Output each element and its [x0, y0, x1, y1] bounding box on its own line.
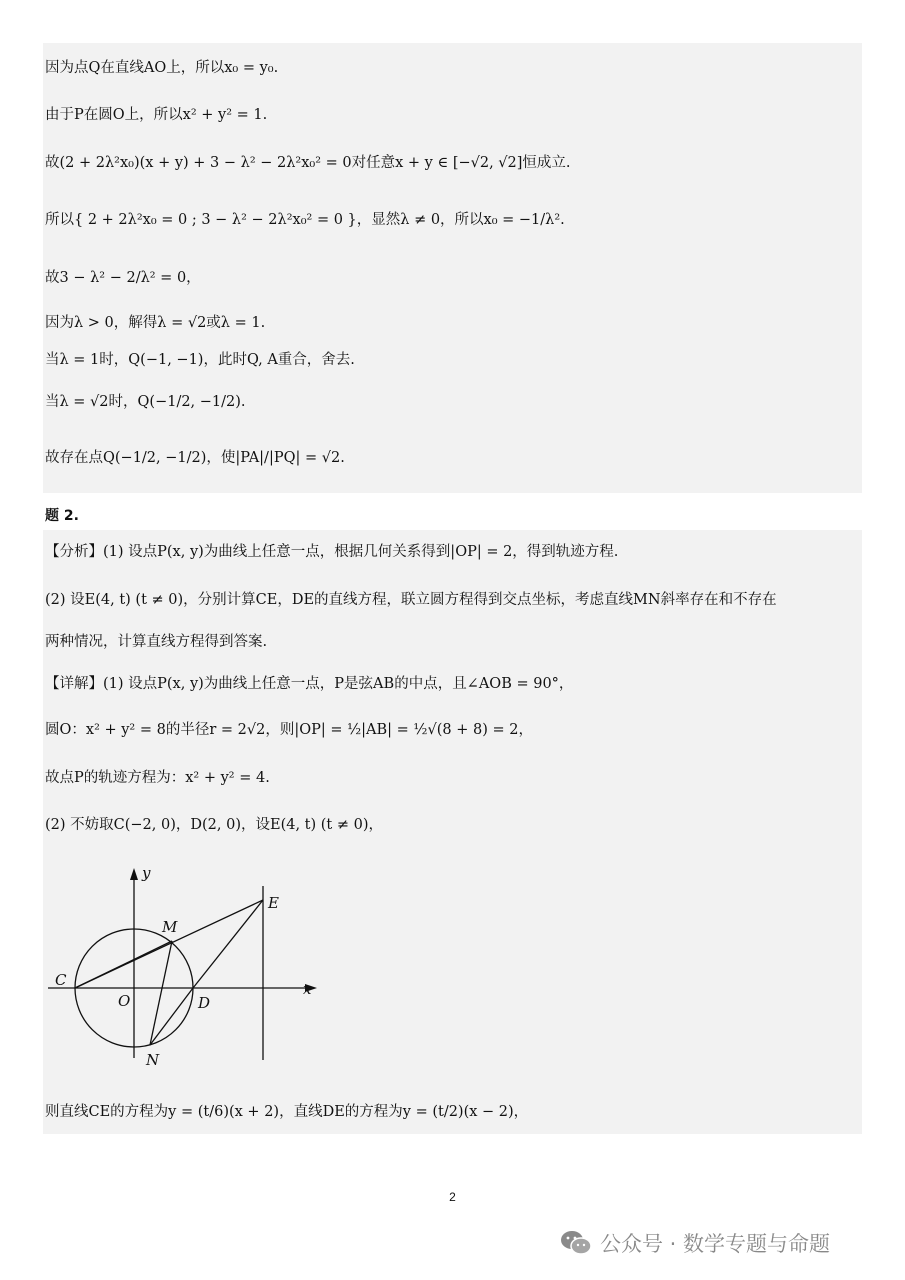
y-axis-arrow [130, 868, 138, 880]
text-line: 当λ = √2时，Q(−1/2, −1/2). [45, 394, 246, 410]
text-line: 则直线CE的方程为y = (t/6)(x + 2)，直线DE的方程为y = (t/2)(x − 2)， [45, 1104, 529, 1120]
text-line: 所以{ 2 + 2λ²x₀ = 0 ; 3 − λ² − 2λ²x₀² = 0 }，显然λ ≠ 0，所以x₀ = −1/λ². [45, 212, 565, 228]
wechat-icon [560, 1229, 592, 1257]
text-line: (2) 设E(4, t) (t ≠ 0)，分别计算CE，DE的直线方程，联立圆方程得到交点坐标，考虑直线MN斜率存在和不存在 [45, 592, 777, 608]
label-N: N [146, 1051, 160, 1069]
text-line: 因为λ > 0，解得λ = √2或λ = 1. [45, 315, 266, 331]
label-y: y [142, 864, 151, 882]
label-M: M [162, 918, 178, 936]
line-CM [75, 941, 172, 988]
text-line: 故点P的轨迹方程为：x² + y² = 4. [45, 770, 270, 786]
text-line: 由于P在圆O上，所以x² + y² = 1. [45, 107, 268, 123]
text-line: 圆O：x² + y² = 8的半径r = 2√2，则|OP| = ½|AB| = ½√(8 + 8) = 2， [45, 722, 533, 738]
text-line: 【分析】(1) 设点P(x, y)为曲线上任意一点，根据几何关系得到|OP| = 2，得到轨迹方程. [45, 544, 619, 560]
watermark [560, 1228, 830, 1258]
page-number: 2 [449, 1190, 456, 1204]
label-C: C [55, 971, 67, 989]
label-O: O [118, 992, 131, 1010]
text-line: 因为点Q在直线AO上，所以x₀ = y₀. [45, 60, 279, 76]
text-line: (2) 不妨取C(−2, 0)，D(2, 0)，设E(4, t) (t ≠ 0)， [45, 817, 383, 833]
text-line: 故3 − λ² − 2/λ² = 0， [45, 270, 201, 286]
text-line: 【详解】(1) 设点P(x, y)为曲线上任意一点，P是弦AB的中点，且∠AOB = 90°， [45, 676, 574, 692]
text-line: 两种情况，计算直线方程得到答案. [45, 634, 268, 650]
watermark-text: 公众号 · 数学专题与命题 [600, 1232, 831, 1256]
text-line: 故(2 + 2λ²x₀)(x + y) + 3 − λ² − 2λ²x₀² = 0对任意x + y ∈ [−√2, √2]恒成立. [45, 155, 571, 171]
text-line: 故存在点Q(−1/2, −1/2)，使|PA|/|PQ| = √2. [45, 450, 345, 466]
problem-heading: 题 2. [45, 508, 79, 524]
line-DE [193, 900, 263, 988]
label-D: D [198, 994, 211, 1012]
text-line: 当λ = 1时，Q(−1, −1)，此时Q, A重合，舍去. [45, 352, 355, 368]
geometry-figure [40, 858, 330, 1073]
label-x: x [303, 980, 312, 998]
label-E: E [268, 894, 279, 912]
